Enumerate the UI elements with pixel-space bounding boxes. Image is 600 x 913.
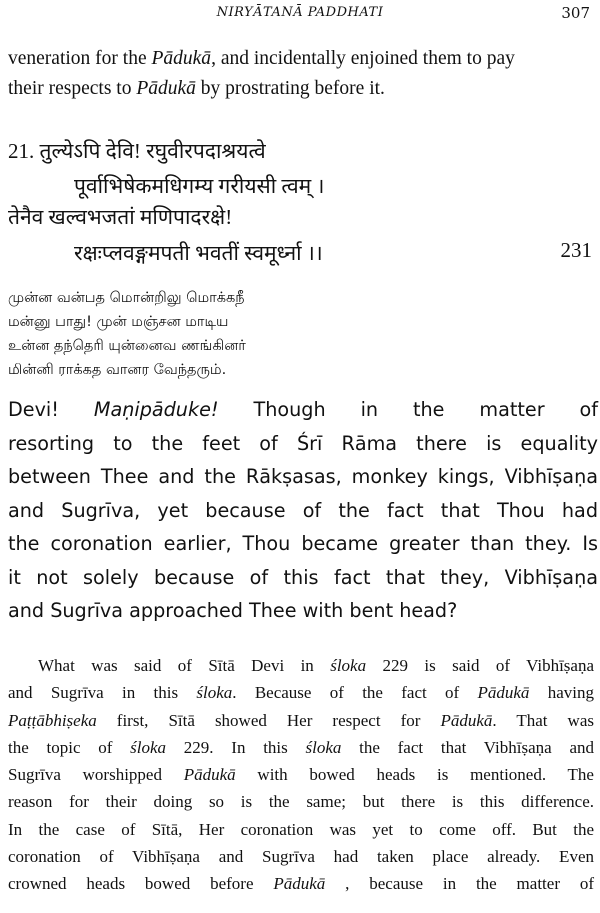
commentary-italic-term: Pādukā	[183, 765, 236, 785]
translation-line-5: the coronation earlier, Thou became greater than they. Is	[8, 532, 598, 555]
commentary-text: , because in the matter of	[325, 874, 594, 894]
commentary-italic-term: śloka	[305, 737, 342, 757]
tamil-verse	[8, 286, 428, 382]
lead-paragraph	[8, 44, 592, 104]
commentary-line-7: In the case of Sītā, Her coronation was yet to come off. But the	[8, 819, 594, 839]
verse-line-2: पूर्वाभिषेकमधिगम्य गरीयसी त्वम् ।	[74, 174, 325, 198]
commentary-text: . That was	[492, 710, 594, 730]
tamil-line-4: மின்னி ராக்கத வானர வேந்தரும்.	[8, 362, 227, 378]
commentary-italic-term: Pādukā	[273, 874, 326, 894]
commentary-line-9	[8, 870, 594, 897]
commentary-text: crowned heads bowed before	[8, 874, 274, 894]
commentary-text: What was said of Sītā Devi in	[38, 656, 331, 675]
commentary-line-2	[8, 679, 594, 706]
commentary-line-1	[8, 652, 594, 679]
commentary-line-8: coronation of Vibhīṣaṇa and Sugrīva had taken place already. Even	[8, 847, 594, 867]
tamil-line-1: முன்ன வன்பத மொன்றிலு மொக்கநீ	[8, 290, 245, 306]
translation-line-7: and Sugrīva approached Thee with bent head?	[8, 599, 458, 622]
translation-line-6: it not solely because of this fact that they, Vibhīṣaṇa	[8, 565, 598, 589]
lead-italic-term: Pādukā	[151, 48, 212, 69]
commentary-text: . Because of the fact of	[232, 683, 478, 703]
translation-line-4: and Sugrīva, yet because of the fact that Thou had	[8, 498, 598, 522]
tamil-line-2: மன்னு பாது! முன் மஞ்சன மாடிய	[8, 314, 229, 330]
commentary-italic-term: Pādukā	[477, 683, 530, 703]
translation-line-1	[8, 393, 598, 427]
commentary-text: Sugrīva worshipped	[8, 765, 184, 785]
commentary-italic-term: śloka	[330, 656, 367, 675]
commentary-italic-term: śloka	[196, 683, 233, 703]
verse-line-3: तेनैव खल्वभजतां मणिपादरक्षे!	[8, 205, 233, 229]
commentary-text: the fact that Vibhīṣaṇa and	[341, 737, 594, 757]
verse-line-4: रक्षःप्लवङ्गमपती भवतीं स्वमूर्ध्ना ।।	[74, 241, 323, 265]
commentary-text: the topic of	[8, 737, 131, 757]
translation-text: Devi!	[8, 398, 94, 421]
translation-line-3: between Thee and the Rākṣasas, monkey kings, Vibhīṣaṇa	[8, 465, 598, 488]
commentary-line-3	[8, 707, 594, 734]
commentary-line-4	[8, 734, 594, 761]
verse-number: 231	[560, 238, 592, 262]
commentary-italic-term: śloka	[130, 737, 167, 757]
translation-italic-term: Maṇipāduke!	[93, 398, 219, 421]
commentary-text: 229 is said of Vibhīṣaṇa	[366, 656, 594, 675]
commentary-line-5	[8, 761, 594, 788]
commentary-italic-term: Pādukā	[440, 710, 493, 730]
lead-text: , and incidentally enjoined them to pay	[211, 48, 515, 69]
lead-text: by prostrating before it.	[195, 78, 385, 99]
lead-italic-term: Pādukā	[136, 78, 196, 99]
english-translation	[8, 393, 598, 628]
page-number: 307	[561, 4, 590, 22]
lead-text: veneration for the	[8, 48, 152, 69]
lead-line-1	[8, 44, 592, 74]
commentary-text: 229. In this	[166, 737, 306, 757]
commentary-text: first, Sītā showed Her respect for	[96, 710, 441, 730]
lead-line-2	[8, 74, 592, 104]
translation-line-2: resorting to the feet of Śrī Rāma there is equality	[8, 431, 598, 455]
translation-text: Though in the matter of	[218, 398, 599, 421]
commentary-text: with bowed heads is mentioned. The	[235, 765, 594, 785]
commentary-line-6: reason for their doing so is the same; but there is this difference.	[8, 792, 594, 812]
lead-text: their respects to	[8, 78, 137, 99]
commentary-text: having	[529, 683, 594, 703]
commentary-italic-term: Paṭṭābhiṣeka	[8, 710, 97, 730]
commentary-paragraph	[8, 652, 594, 898]
commentary-text: and Sugrīva in this	[8, 683, 197, 703]
tamil-line-3: உன்ன தந்தெரி யுன்னைவ ணங்கினர்	[8, 338, 246, 354]
running-header	[0, 3, 600, 25]
verse-line-1: 21. तुल्येऽपि देवि! रघुवीरपदाश्रयत्वे	[8, 139, 266, 163]
running-title: NIRYĀTANĀ PADDHATI	[216, 5, 384, 20]
